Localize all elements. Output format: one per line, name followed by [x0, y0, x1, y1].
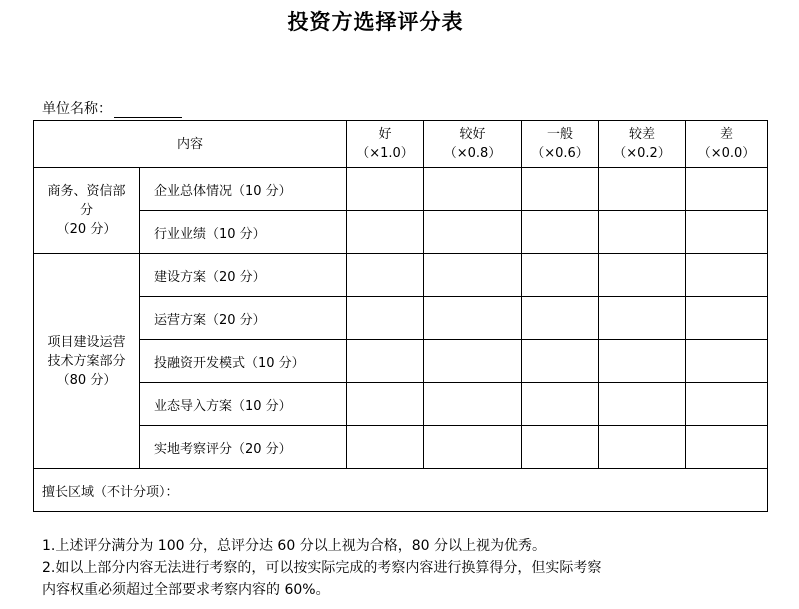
- score-cell[interactable]: [424, 297, 522, 340]
- table-row: [34, 383, 768, 426]
- score-cell[interactable]: [599, 426, 686, 469]
- table-row: [34, 426, 768, 469]
- note-line: 2.如以上部分内容无法进行考察的，可以按实际完成的考察内容进行换算得分，但实际考察: [42, 560, 602, 576]
- score-cell[interactable]: [522, 340, 599, 383]
- table-row: [34, 168, 768, 211]
- item-label: 行业业绩（10 分）: [140, 211, 347, 254]
- score-cell[interactable]: [522, 297, 599, 340]
- score-cell[interactable]: [424, 340, 522, 383]
- score-cell[interactable]: [347, 211, 424, 254]
- score-cell[interactable]: [522, 254, 599, 297]
- grade-header-poor: [686, 121, 768, 168]
- category-technical-plan: [34, 254, 140, 469]
- category-line: 项目建设运营: [47, 334, 126, 350]
- unit-name-field: [42, 98, 182, 118]
- specialty-region-cell[interactable]: 擅长区域（不计分项）：: [34, 469, 768, 512]
- grade-header-average: [522, 121, 599, 168]
- score-cell[interactable]: [347, 168, 424, 211]
- item-label: 实地考察评分（20 分）: [140, 426, 347, 469]
- grade-weight: （×0.0）: [697, 146, 756, 161]
- grade-header-good: [347, 121, 424, 168]
- category-business-credit: [34, 168, 140, 254]
- score-cell[interactable]: [522, 168, 599, 211]
- category-line: 商务、资信部: [47, 184, 126, 199]
- score-cell[interactable]: [522, 211, 599, 254]
- grade-header-fairly-poor: [599, 121, 686, 168]
- score-cell[interactable]: [686, 254, 768, 297]
- grade-label: 较差: [629, 127, 656, 142]
- table-row: [34, 340, 768, 383]
- score-cell[interactable]: [424, 254, 522, 297]
- page-title: 投资方选择评分表: [287, 10, 464, 34]
- grade-label: 差: [720, 127, 734, 142]
- score-cell[interactable]: [599, 211, 686, 254]
- score-cell[interactable]: [599, 254, 686, 297]
- category-line: （80 分）: [56, 372, 117, 388]
- grade-weight: （×0.8）: [443, 146, 502, 161]
- unit-name-label: 单位名称：: [42, 101, 112, 117]
- score-cell[interactable]: [424, 383, 522, 426]
- score-cell[interactable]: [686, 383, 768, 426]
- grade-label: 好: [378, 127, 392, 142]
- item-label: 业态导入方案（10 分）: [140, 383, 347, 426]
- header-row: [34, 121, 768, 168]
- grade-weight: （×0.2）: [613, 146, 671, 161]
- score-cell[interactable]: [686, 340, 768, 383]
- table-row: [34, 254, 768, 297]
- score-cell[interactable]: [522, 383, 599, 426]
- score-cell[interactable]: [599, 383, 686, 426]
- score-cell[interactable]: [347, 254, 424, 297]
- item-label: 企业总体情况（10 分）: [140, 168, 347, 211]
- score-cell[interactable]: [347, 383, 424, 426]
- score-cell[interactable]: [599, 297, 686, 340]
- score-cell[interactable]: [424, 168, 522, 211]
- category-line: （20 分）: [56, 222, 117, 237]
- score-cell[interactable]: [347, 297, 424, 340]
- score-cell[interactable]: [686, 297, 768, 340]
- category-line: 技术方案部分: [47, 353, 126, 369]
- item-label: 投融资开发模式（10 分）: [140, 340, 347, 383]
- score-cell[interactable]: [599, 168, 686, 211]
- score-cell[interactable]: [686, 168, 768, 211]
- table-row: [34, 297, 768, 340]
- note-line: 内容权重必须超过全部要求考察内容的 60%。: [42, 582, 330, 598]
- score-cell[interactable]: [347, 340, 424, 383]
- score-cell[interactable]: [686, 426, 768, 469]
- grade-header-fairly-good: [424, 121, 522, 168]
- grade-label: 一般: [547, 127, 574, 142]
- item-label: 建设方案（20 分）: [140, 254, 347, 297]
- item-label: 运营方案（20 分）: [140, 297, 347, 340]
- score-cell[interactable]: [424, 426, 522, 469]
- note-line: 1.上述评分满分为 100 分，总评分达 60 分以上视为合格，80 分以上视为优秀。: [42, 538, 546, 554]
- grade-weight: （×1.0）: [356, 146, 414, 161]
- score-cell[interactable]: [599, 340, 686, 383]
- score-cell[interactable]: [522, 426, 599, 469]
- notes: [42, 535, 601, 601]
- specialty-region-row: [34, 469, 768, 512]
- table-row: [34, 211, 768, 254]
- score-cell[interactable]: [686, 211, 768, 254]
- grade-weight: （×0.6）: [531, 146, 589, 161]
- scoring-table: [33, 120, 768, 512]
- score-cell[interactable]: [424, 211, 522, 254]
- grade-label: 较好: [459, 127, 486, 142]
- unit-name-blank[interactable]: [114, 103, 182, 118]
- category-line: 分: [79, 203, 93, 218]
- score-cell[interactable]: [347, 426, 424, 469]
- content-header: 内容: [34, 121, 347, 168]
